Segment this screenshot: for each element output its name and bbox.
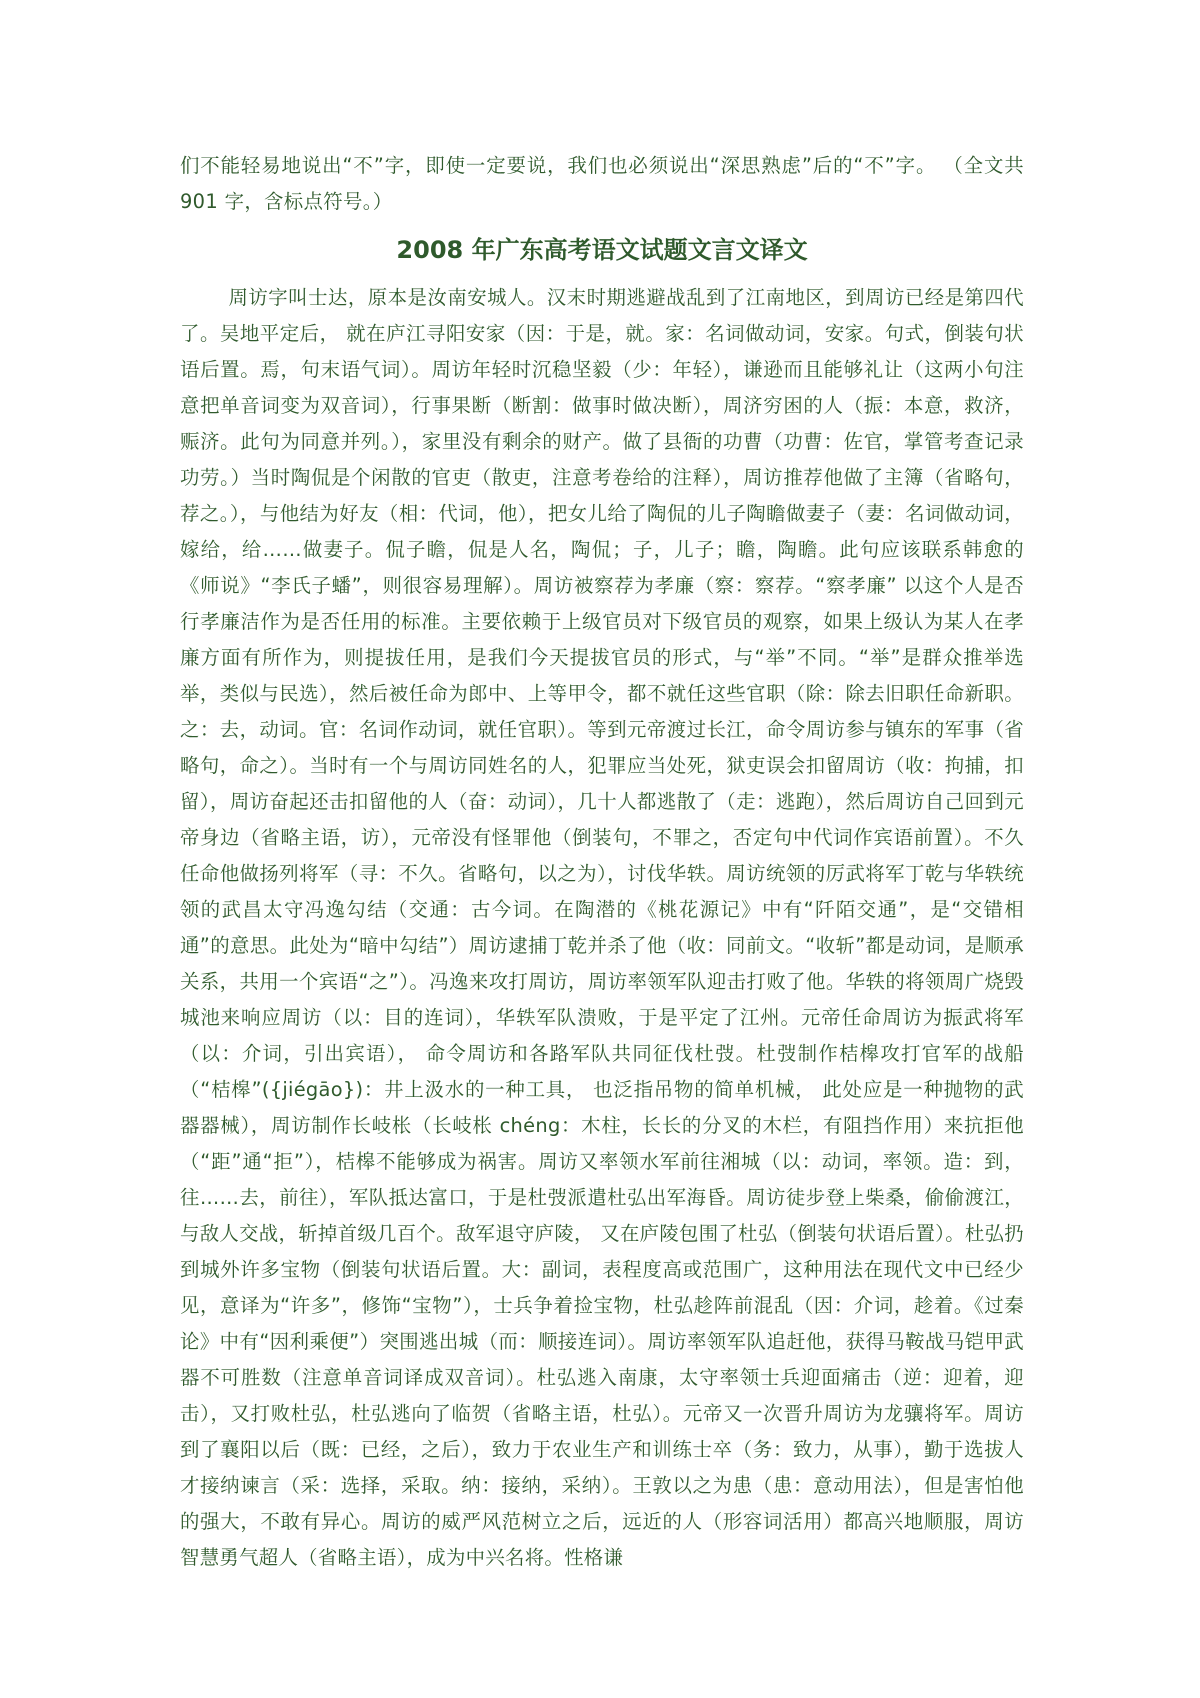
carryover-paragraph: 们不能轻易地说出“不”字，即使一定要说，我们也必须说出“深思熟虑”后的“不”字。 （全文共 901 字，含标点符号。）: [180, 154, 1024, 213]
document-page: [180, 148, 1024, 1576]
document-title: 2008 年广东高考语文试题文言文译文: [396, 236, 808, 264]
body-paragraph: 周访字叫士达，原本是汝南安城人。汉末时期逃避战乱到了江南地区，到周访已经是第四代了。吴地平定后， 就在庐江寻阳安家（因：于是，就。家：名词做动词，安家。句式，倒装句状语后置。焉，句末语气词）。周访年轻时沉稳坚毅（少：年轻），谦逊而且能够礼让（这两小句注意把单音词变为双音词），行事果断（断割：做事时做决断），周济穷困的人（振：本意，救济，赈济。此句为同意并列。），家里没有剩余的财产。做了县衙的功曹（功曹：佐官，掌管考查记录功劳。）当时陶侃是个闲散的官吏（散吏，注意考卷给的注释），周访推荐他做了主簿（省略句，荐之。），与他结为好友（相：代词，他），把女儿给了陶侃的儿子陶瞻做妻子（妻：名词做动词，嫁给，给……做妻子。侃子瞻，侃是人名，陶侃；子，儿子；瞻，陶瞻。此句应该联系韩愈的《师说》“李氏子蟠”，则很容易理解）。周访被察荐为孝廉（察：察荐。“察孝廉” 以这个人是否行孝廉洁作为是否任用的标准。主要依赖于上级官员对下级官员的观察，如果上级认为某人在孝廉方面有所作为，则提拔任用，是我们今天提拔官员的形式，与“举”不同。“举”是群众推举选举，类似与民选），然后被任命为郎中、上等甲令，都不就任这些官职（除：除去旧职任命新职。之：去，动词。官：名词作动词，就任官职）。等到元帝渡过长江，命令周访参与镇东的军事（省略句，命之）。当时有一个与周访同姓名的人，犯罪应当处死，狱吏误会扣留周访（收：拘捕，扣留），周访奋起还击扣留他的人（奋：动词），几十人都逃散了（走：逃跑），然后周访自己回到元帝身边（省略主语，访），元帝没有怪罪他（倒装句，不罪之，否定句中代词作宾语前置）。不久任命他做扬列将军（寻：不久。省略句，以之为），讨伐华轶。周访统领的厉武将军丁乾与华轶统领的武昌太守冯逸勾结（交通：古今词。在陶潜的《桃花源记》中有“阡陌交通”，是“交错相通”的意思。此处为“暗中勾结”）周访逮捕丁乾并杀了他（收：同前文。“收斩”都是动词，是顺承关系，共用一个宾语“之”）。冯逸来攻打周访，周访率领军队迎击打败了他。华轶的将领周广烧毁城池来响应周访（以：目的连词），华轶军队溃败，于是平定了江州。元帝任命周访为振武将军（以：介词，引出宾语）， 命令周访和各路军队共同征伐杜弢。杜弢制作桔槔攻打官军的战船（“桔槔”({jiégāo})：井上汲水的一种工具， 也泛指吊物的简单机械， 此处应是一种抛物的武器器械），周访制作长岐枨（长岐枨 chéng：木柱，长长的分叉的木栏，有阻挡作用）来抗拒他（“距”通“拒”），桔槔不能够成为祸害。周访又率领水军前往湘城（以：动词，率领。造：到，往……去，前往），军队抵达富口，于是杜弢派遣杜弘出军海昏。周访徒步登上柴桑，偷偷渡江，与敌人交战，斩掉首级几百个。敌军退守庐陵， 又在庐陵包围了杜弘（倒装句状语后置）。杜弘扔到城外许多宝物（倒装句状语后置。大：副词，表程度高或范围广，这种用法在现代文中已经少见，意译为“许多”，修饰“宝物”），士兵争着捡宝物，杜弘趁阵前混乱（因：介词，趁着。《过秦论》中有“因利乘便”）突围逃出城（而：顺接连词）。周访率领军队追赶他，获得马鞍战马铠甲武器不可胜数（注意单音词译成双音词）。杜弘逃入南康，太守率领士兵迎面痛击（逆：迎着，迎击），又打败杜弘，杜弘逃向了临贺（省略主语，杜弘）。元帝又一次晋升周访为龙骧将军。周访到了襄阳以后（既：已经，之后），致力于农业生产和训练士卒（务：致力，从事），勤于选拔人才接纳谏言（采：选择，采取。纳：接纳，采纳）。王敦以之为患（患：意动用法），但是害怕他的强大，不敢有异心。周访的威严风范树立之后，远近的人（形容词活用）都高兴地顺服，周访智慧勇气超人（省略主语），成为中兴名将。性格谦: [180, 286, 1024, 1569]
